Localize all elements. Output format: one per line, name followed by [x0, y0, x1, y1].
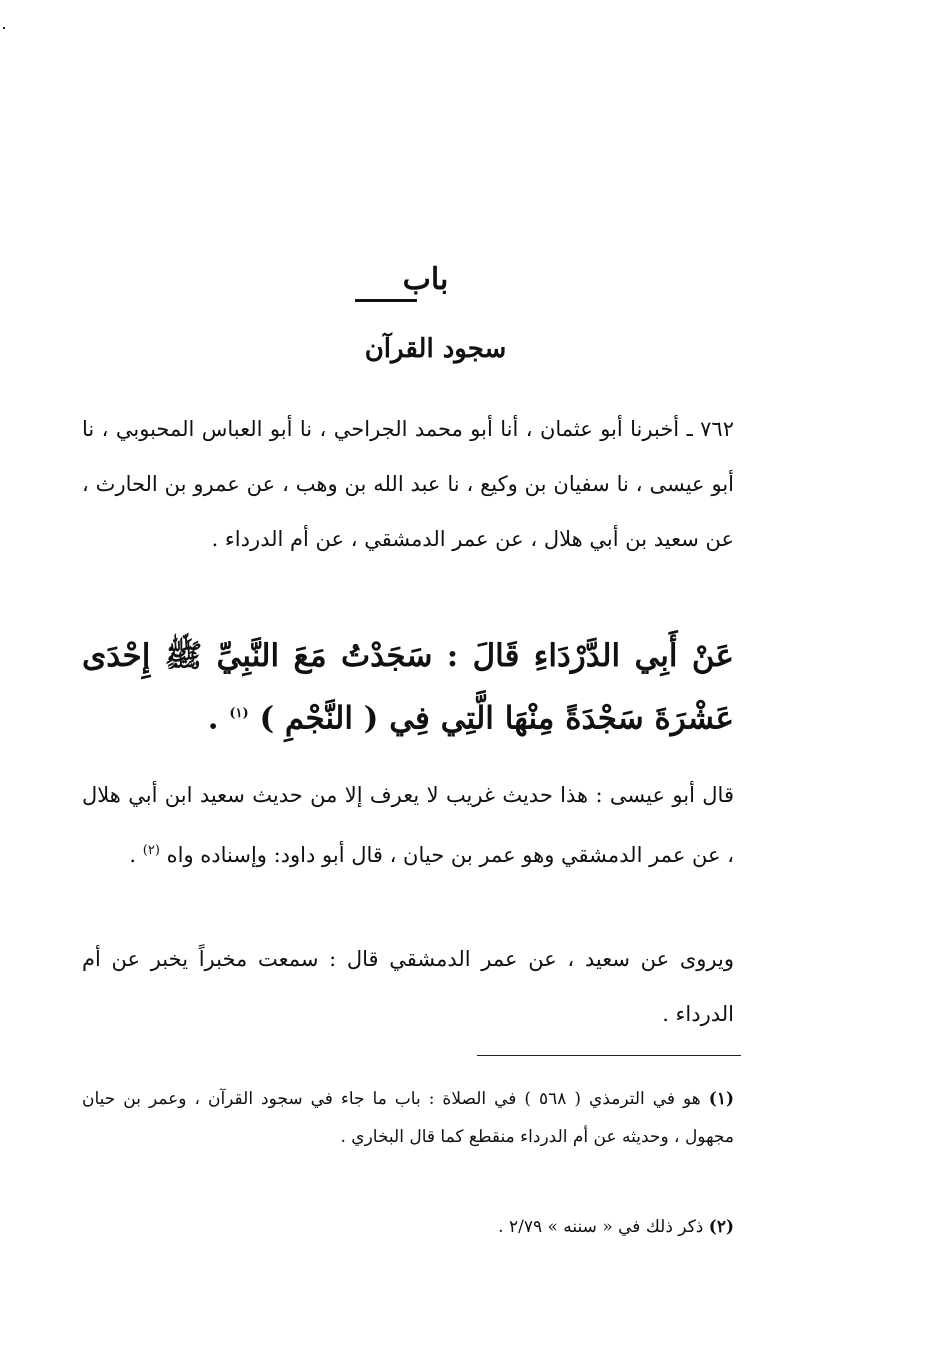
footnote-1-text: هو في الترمذي ( ٥٦٨ ) في الصلاة : باب ما جاء في سجود القرآن ، وعمر بن حيان مجهول ، وحديثه عن أم الدرداء منقطع كما قال البخاري . — [82, 1089, 734, 1147]
hadith-matn-text: عَنْ أَبِي الدَّرْدَاءِ قَالَ : سَجَدْتُ مَعَ النَّبِيِّ ﷺ إِحْدَى عَشْرَةَ سَجْدَةً مِنْهَا الَّتِي فِي ( النَّجْمِ ) — [82, 638, 734, 737]
footnote-ref-1: (١) — [229, 706, 249, 721]
page-speck — [3, 27, 5, 29]
chapter-heading — [0, 262, 931, 302]
footnote-2-number: (٢) — [708, 1217, 734, 1237]
hadith-matn-end: . — [207, 700, 230, 737]
footnote-2-text: ذكر ذلك في « سننه » ٢/٧٩ . — [498, 1217, 709, 1237]
footnote-1 — [82, 1080, 734, 1156]
footnote-1-number: (١) — [708, 1089, 734, 1109]
hadith-comment-text: قال أبو عيسى : هذا حديث غريب لا يعرف إلا من حديث سعيد ابن أبي هلال ، عن عمر الدمشقي وهو عمر بن حيان ، قال أبو داود: وإسناده واه — [82, 783, 734, 867]
hadith-isnad: ٧٦٢ ـ أخبرنا أبو عثمان ، أنا أبو محمد الجراحي ، نا أبو العباس المحبوبي ، نا أبو عيسى ، نا سفيان بن وكيع ، نا عبد الله بن وهب ، عن عمرو بن الحارث ، عن سعيد بن أبي هلال ، عن عمر الدمشقي ، عن أم الدرداء . — [82, 417, 734, 551]
footnote-2 — [82, 1208, 734, 1246]
chapter-title: سجود القرآن — [364, 334, 507, 364]
footnote-divider — [477, 1055, 741, 1056]
hadith-comment-end: . — [129, 843, 143, 867]
footnote-ref-2: (٢) — [142, 843, 160, 858]
chapter-underline — [355, 299, 417, 302]
hadith-comment — [82, 768, 734, 883]
chapter-heading-text: باب — [402, 262, 449, 297]
hadith-riwaya: ويروى عن سعيد ، عن عمر الدمشقي قال : سمعت مخبراً يخبر عن أم الدرداء . — [82, 947, 734, 1026]
hadith-matn — [82, 628, 734, 747]
